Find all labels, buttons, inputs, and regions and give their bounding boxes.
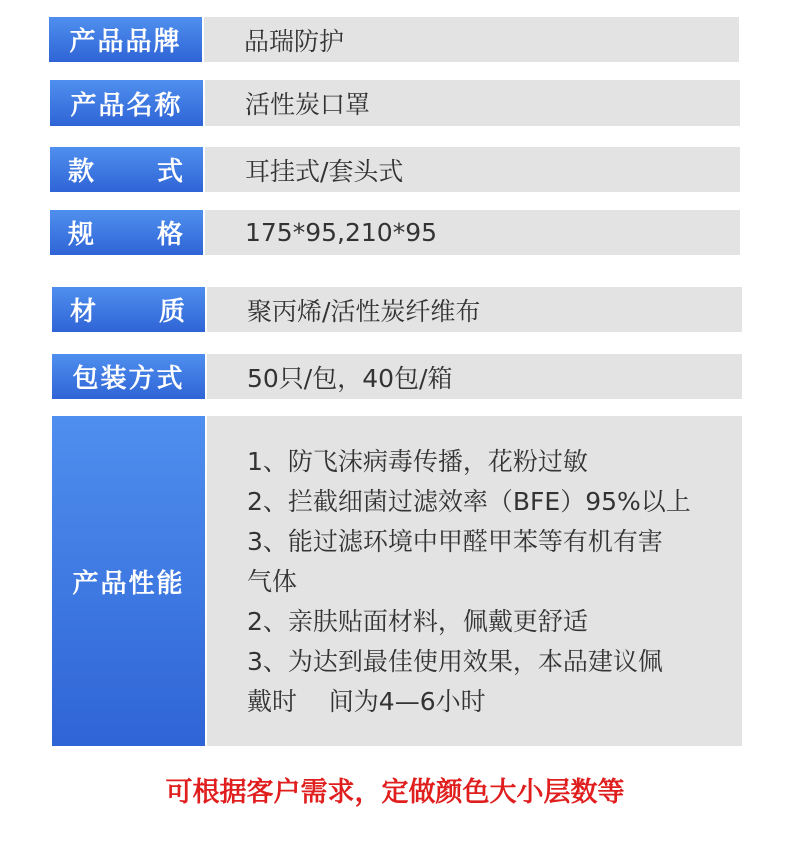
spec-value-name: 活性炭口罩 <box>205 80 740 126</box>
spec-label-style-char-2: 式 <box>156 157 185 187</box>
spec-label-size-char-2: 格 <box>156 220 185 250</box>
spec-label-packaging: 包装方式 <box>52 354 205 399</box>
performance-content <box>207 416 742 746</box>
performance-line: 3、能过滤环境中甲醛甲苯等有机有害 <box>247 527 663 556</box>
performance-line: 2、亲肤贴面材料，佩戴更舒适 <box>247 607 588 636</box>
spec-row-style <box>50 147 740 192</box>
spec-label-material-char-1: 材 <box>70 297 99 327</box>
spec-value-material: 聚丙烯/活性炭纤维布 <box>207 287 742 332</box>
spec-label-style-char-1: 款 <box>68 157 97 187</box>
performance-line: 戴时 间为4—6小时 <box>247 687 486 716</box>
performance-line: 1、防飞沫病毒传播，花粉过敏 <box>247 447 588 476</box>
spec-row-name <box>50 80 740 126</box>
spec-label-name: 产品名称 <box>50 80 203 126</box>
performance-line: 气体 <box>247 567 298 596</box>
spec-label-size-char-1: 规 <box>68 220 97 250</box>
spec-row-packaging <box>52 354 742 399</box>
spec-value-style: 耳挂式/套头式 <box>205 147 740 192</box>
performance-line: 3、为达到最佳使用效果，本品建议佩 <box>247 647 663 676</box>
performance-list <box>247 442 691 722</box>
performance-section <box>52 416 742 746</box>
spec-row-size <box>50 210 740 255</box>
spec-value-size: 175*95,210*95 <box>205 210 740 255</box>
performance-line: 2、拦截细菌过滤效率（BFE）95%以上 <box>247 487 691 516</box>
spec-label-size <box>50 210 203 255</box>
spec-value-brand: 品瑞防护 <box>204 17 739 62</box>
spec-label-material <box>52 287 205 332</box>
customization-note: 可根据客户需求，定做颜色大小层数等 <box>165 777 625 808</box>
spec-label-brand: 产品品牌 <box>49 17 202 62</box>
spec-label-material-char-2: 质 <box>158 297 187 327</box>
spec-row-material <box>52 287 742 332</box>
spec-row-brand <box>49 17 739 62</box>
spec-label-style <box>50 147 203 192</box>
performance-label: 产品性能 <box>52 416 205 746</box>
spec-value-packaging: 50只/包，40包/箱 <box>207 354 742 399</box>
